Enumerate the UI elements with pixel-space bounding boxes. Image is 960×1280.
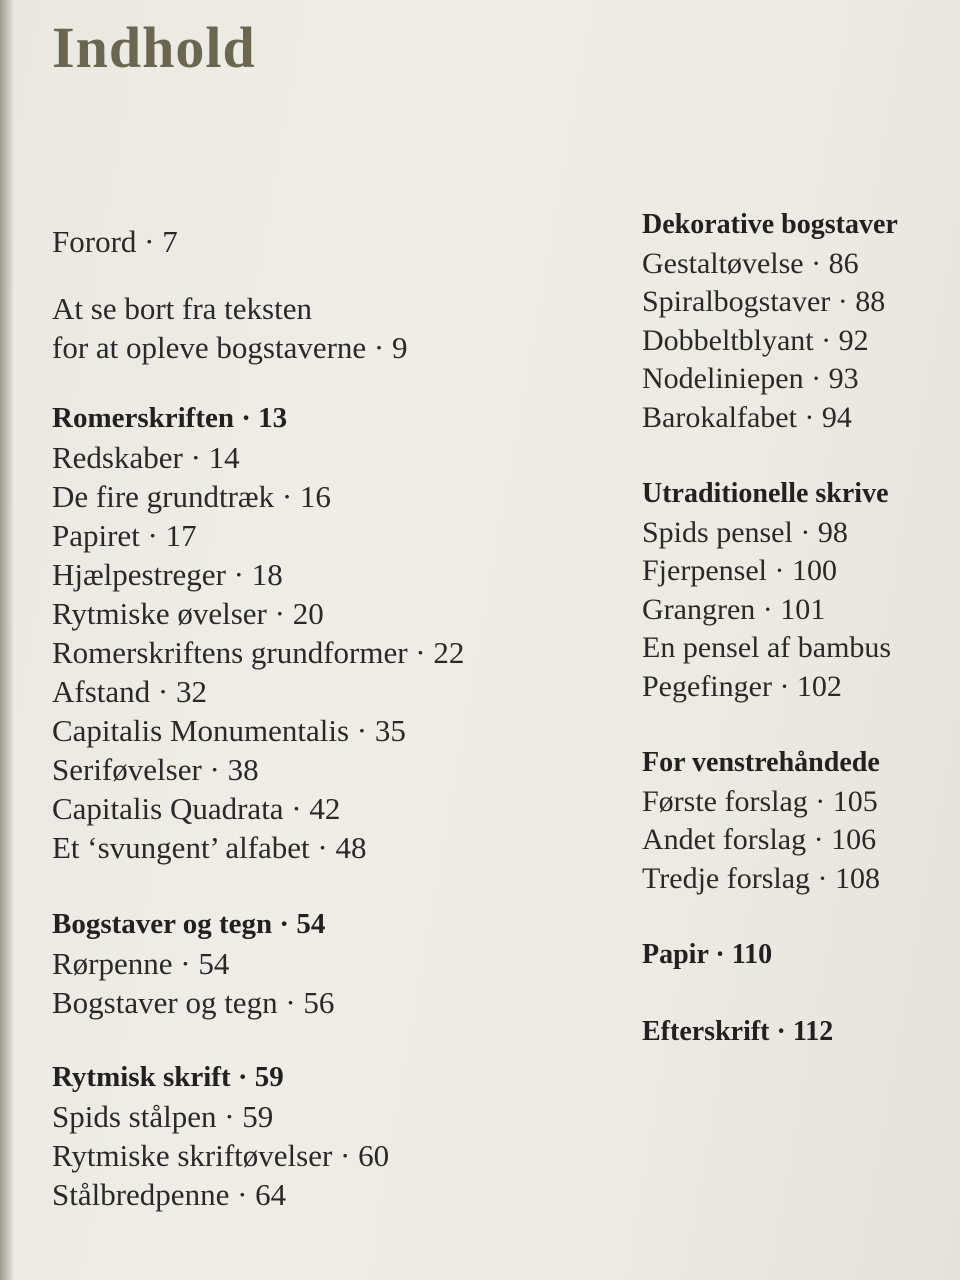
toc-entry: Andet forslag · 106 <box>642 823 877 856</box>
toc-entry: Rørpenne · 54 <box>52 946 230 981</box>
toc-entry: En pensel af bambus <box>642 631 892 664</box>
toc-entry: Fjerpensel · 100 <box>642 554 837 587</box>
toc-entry-at-se-line2: for at opleve bogstaverne · 9 <box>52 330 408 365</box>
toc-entry: Spids pensel · 98 <box>642 515 848 549</box>
page-spine-shadow <box>0 0 14 1280</box>
toc-entry: Gestaltøvelse · 86 <box>642 246 859 280</box>
toc-entry: Capitalis Quadrata · 42 <box>52 791 341 826</box>
toc-entry: Spids stålpen · 59 <box>52 1099 274 1134</box>
toc-entry: Nodeliniepen · 93 <box>642 362 859 395</box>
toc-section-dekorative-bogstaver: Dekorative bogstaver <box>642 209 898 240</box>
toc-entry: Pegefinger · 102 <box>642 669 842 703</box>
toc-left-column <box>52 222 464 1214</box>
toc-entry: Bogstaver og tegn · 56 <box>52 985 335 1020</box>
toc-section-bogstaver-og-tegn: Bogstaver og tegn · 54 <box>52 908 326 940</box>
toc-entry: Et ‘svungent’ alfabet · 48 <box>52 830 367 865</box>
toc-entry: Rytmiske øvelser · 20 <box>52 596 324 631</box>
toc-section-romerskriften: Romerskriften · 13 <box>52 402 288 434</box>
toc-entry: Capitalis Monumentalis · 35 <box>52 713 406 748</box>
toc-entry: Afstand · 32 <box>52 674 207 709</box>
toc-entry: Romerskriftens grundformer · 22 <box>52 635 465 670</box>
toc-entry: Seriføvelser · 38 <box>52 752 259 787</box>
toc-entry: Tredje forslag · 108 <box>642 861 881 895</box>
toc-entry: Grangren · 101 <box>642 592 826 626</box>
toc-entry: Redskaber · 14 <box>52 440 240 475</box>
toc-entry-at-se-line1: At se bort fra teksten <box>52 291 312 326</box>
toc-section-venstrehaandede: For venstrehåndede <box>642 747 880 778</box>
toc-section-efterskrift: Efterskrift · 112 <box>642 1015 834 1047</box>
toc-section-papir: Papir · 110 <box>642 939 773 970</box>
toc-entry: Første forslag · 105 <box>642 784 878 818</box>
toc-entry: Barokalfabet · 94 <box>642 400 852 434</box>
toc-section-rytmisk-skrift: Rytmisk skrift · 59 <box>52 1061 284 1093</box>
toc-entry: Stålbredpenne · 64 <box>52 1177 287 1212</box>
toc-entry: Papiret · 17 <box>52 518 197 553</box>
toc-entry: De fire grundtræk · 16 <box>52 479 331 514</box>
toc-entry: Dobbeltblyant · 92 <box>642 323 869 357</box>
toc-entry: Hjælpestreger · 18 <box>52 557 283 592</box>
toc-right-column <box>642 206 898 1051</box>
toc-section-utraditionelle: Utraditionelle skrive <box>642 478 889 509</box>
page-title: Indhold <box>52 15 256 80</box>
toc-entry: Rytmiske skriftøvelser · 60 <box>52 1138 390 1173</box>
toc-entry-forord: Forord · 7 <box>52 224 178 259</box>
toc-entry: Spiralbogstaver · 88 <box>642 285 886 318</box>
